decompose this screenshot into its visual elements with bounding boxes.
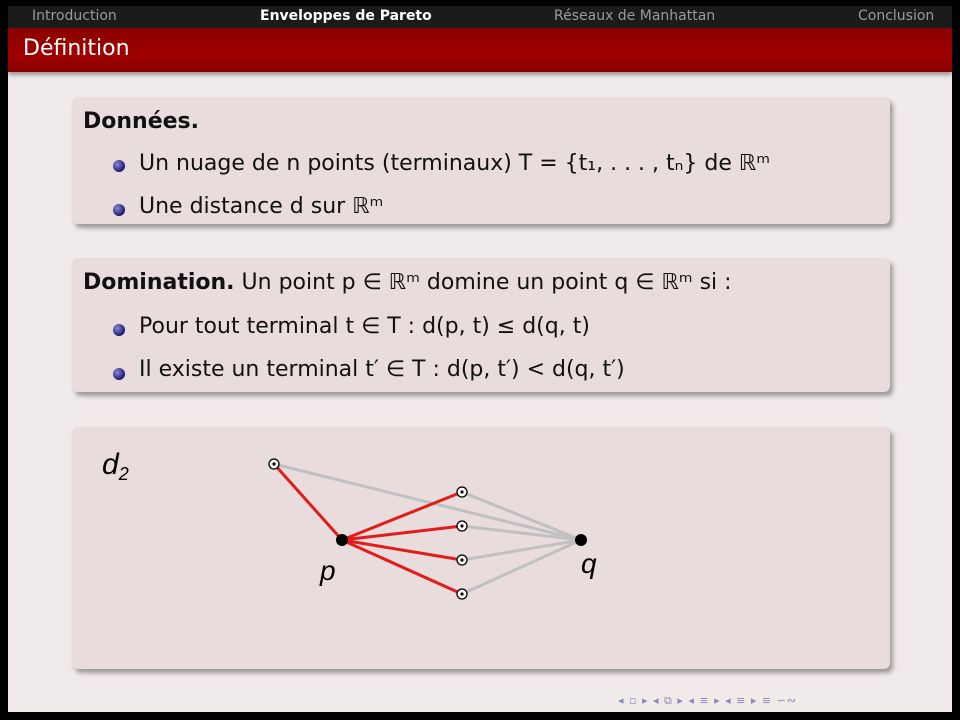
terminal-t4 (457, 555, 467, 565)
domination-heading-line (83, 270, 732, 295)
beamer-slide (8, 6, 952, 712)
frame-title: Définition (23, 36, 130, 61)
metric-label: $d_2$ (102, 448, 129, 484)
domination-heading: Domination. (83, 270, 235, 295)
point-p (336, 534, 348, 546)
nav-reseaux-de-manhattan[interactable]: Réseaux de Manhattan (554, 8, 716, 24)
domination-diagram (72, 427, 890, 669)
terminal-t3 (457, 521, 467, 531)
bullet-icon (113, 324, 125, 336)
terminal-t1 (269, 459, 279, 469)
beamer-navigation-symbols[interactable]: ◂ ▫ ▸ ◂ ⧉ ▸ ◂ ≡ ▸ ◂ ≡ ▸ ≡ ∽∾ (618, 694, 798, 707)
edge-q-t5 (462, 540, 581, 594)
bullet-icon (113, 204, 125, 216)
p-edges (274, 464, 462, 594)
edge-p-t4 (342, 540, 462, 560)
bullet-icon (113, 160, 125, 172)
domination-block (72, 258, 890, 392)
nav-enveloppes-de-pareto[interactable]: Enveloppes de Pareto (260, 8, 432, 24)
frame-title-bar (8, 28, 952, 72)
domination-bullet-2: Il existe un terminal t′ ∈ T : d(p, t′) < d(q, t′) (139, 357, 625, 382)
bullet-icon (113, 368, 125, 380)
diagram-block (72, 427, 890, 669)
edge-q-t4 (462, 540, 581, 560)
edge-p-t5 (342, 540, 462, 594)
label-p: p (320, 555, 336, 586)
data-block-heading: Données. (83, 109, 199, 134)
terminal-t2 (457, 487, 467, 497)
section-navigation (8, 6, 952, 28)
point-q (575, 534, 587, 546)
nav-introduction[interactable]: Introduction (32, 8, 117, 24)
label-q: q (581, 548, 597, 579)
data-block (72, 97, 890, 224)
terminal-t5 (457, 589, 467, 599)
edge-p-t1 (274, 464, 342, 540)
data-bullet-2: Une distance d sur ℝᵐ (139, 194, 384, 219)
domination-bullet-1: Pour tout terminal t ∈ T : d(p, t) ≤ d(q, t) (139, 314, 590, 339)
data-bullet-1: Un nuage de n points (terminaux) T = {t₁, . . . , tₙ} de ℝᵐ (139, 151, 771, 176)
nav-conclusion[interactable]: Conclusion (858, 8, 935, 24)
domination-definition: Un point p ∈ ℝᵐ domine un point q ∈ ℝᵐ si : (241, 270, 732, 295)
